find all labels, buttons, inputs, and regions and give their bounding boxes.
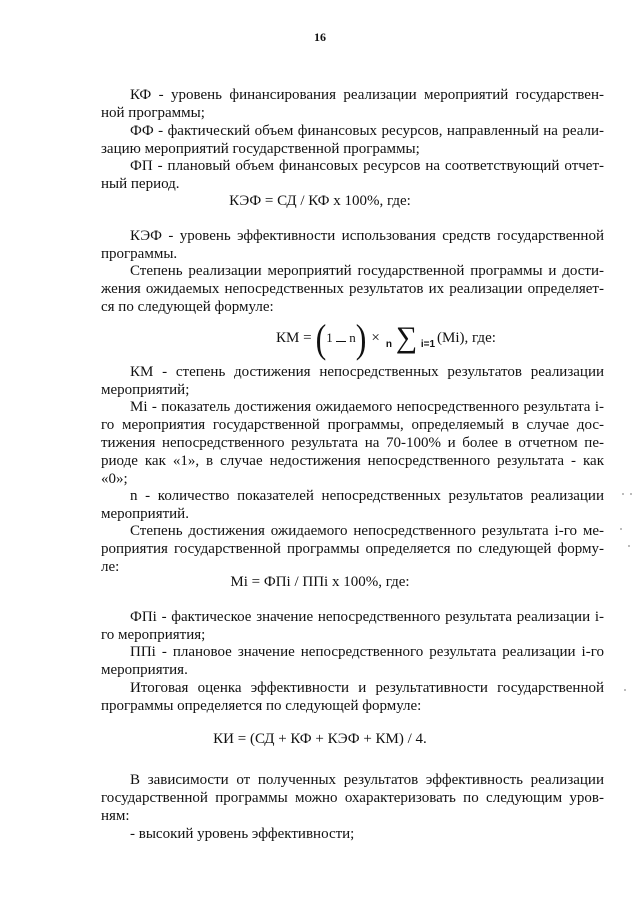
scan-speck [628,545,630,547]
paragraph-kf: КФ - уровень финансирования реализации мероприятий государствен-ной программы; [101,87,604,121]
paragraph-mi: Mi - показатель достижения ожидаемого непосредственного результата i-го мероприятия государственной программы, определяемый в случае дос-тижения непосредственного результата на 70-100% и более в отчетном пе-риоде как «1», в случае недостижения непосредственного результата - как «0»; [101,399,604,487]
list-item-high: - высокий уровень эффективности; [130,826,355,842]
km-rparen: ) [355,315,367,361]
formula-kef: КЭФ = СД / КФ x 100%, где: [229,193,411,209]
paragraph-kef: КЭФ - уровень эффективности использования средств государственной программы. [101,228,604,262]
km-numerator: 1 [326,330,333,345]
km-rhs: (Mi), где: [437,329,496,346]
paragraph-fpi: ФПi - фактическое значение непосредственного результата реализации i-го мероприятия; [101,609,604,643]
scan-speck [620,528,622,530]
paragraph-fp: ФП - плановый объем финансовых ресурсов на соответствующий отчет-ный период. [101,158,604,192]
paragraph-n: n - количество показателей непосредственных результатов реализации мероприятий. [101,488,604,522]
km-sigma: ∑ [395,321,418,354]
km-lhs: КМ = [276,329,312,346]
km-fraction [326,331,356,345]
formula-ki: КИ = (СД + КФ + КЭФ + КМ) / 4. [213,731,427,747]
km-lparen: ( [315,315,327,361]
km-sum-lower: i=1 [420,339,436,350]
km-denominator: n [349,330,356,345]
paragraph-degree-i: Степень достижения ожидаемого непосредственного результата i-го ме-роприятия государственной программы определяется по следующей форму-ле: [101,523,604,575]
paragraph-ff: ФФ - фактический объем финансовых ресурсов, направленный на реали-зацию мероприятий государственной программы; [101,123,604,157]
formula-mi: Mi = ФПi / ППi x 100%, где: [230,574,410,590]
km-sum [386,323,435,353]
paragraph-ppi: ППi - плановое значение непосредственного результата реализации i-го мероприятия. [101,644,604,678]
scan-speck [624,689,626,691]
paragraph-km: КМ - степень достижения непосредственных результатов реализации мероприятий; [101,364,604,398]
paragraph-final: Итоговая оценка эффективности и результативности государственной программы определяется по следующей формуле: [101,680,604,714]
formula-km [276,312,496,364]
scan-speck [622,493,624,495]
km-times: × [371,329,380,346]
paragraph-degree: Степень реализации мероприятий государственной программы и дости-жения ожидаемых непосредственных результатов их реализации определяет-ся по следующей формуле: [101,263,604,315]
scan-speck [630,493,632,495]
paragraph-depending: В зависимости от полученных результатов эффективность реализации государственной программы можно охарактеризовать по следующим уров-ням: [101,772,604,824]
km-sum-upper: n [385,339,392,350]
page-number: 16 [314,30,326,44]
